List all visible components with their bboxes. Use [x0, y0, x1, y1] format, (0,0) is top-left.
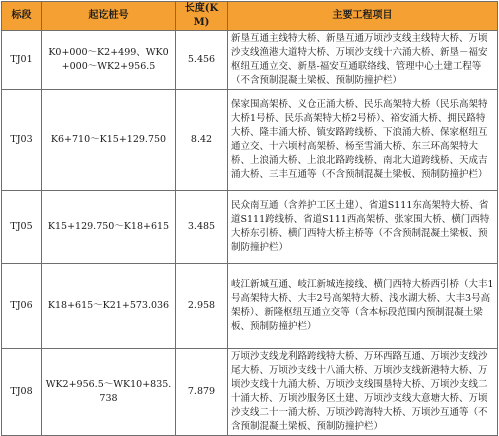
table-row — [2, 349, 498, 436]
header-length: 长度(KM) — [176, 2, 228, 31]
works-cell: 新垦互通主线特大桥、新垦互通万顷沙支线主线特大桥、万顷沙支线渔港大道特大桥、万顷沙支线十六涌大桥、新垦－福安枢纽互通立交、新垦-福安互通联络线、管理中心土建工程等（不含预制混凝土梁板、预制防撞护栏） — [228, 31, 498, 90]
chainage-cell: WK2+956.5～WK10+835.738 — [42, 349, 176, 436]
chainage-cell: K15+129.750～K18+615 — [42, 191, 176, 264]
header-works: 主要工程项目 — [228, 2, 498, 31]
table-row — [2, 264, 498, 349]
chainage-cell: K0+000～K2+499、WK0+000～WK2+956.5 — [42, 31, 176, 90]
length-cell: 5.456 — [176, 31, 228, 90]
works-cell: 万顷沙支线龙利路跨线特大桥、万环西路互通、万顷沙支线沙尾大桥、万顷沙支线十八涌大桥、万顷沙支线新港特大桥、万顷沙支线十九涌大桥、万顷沙支线围垦特大桥、万顷沙支线二十涌大桥、万顷沙服务区土建、万顷沙支线大意塘大桥、万顷沙支线二十一涌大桥、万顷沙跨海特大桥、万顷沙互通等（不含预制混凝土梁板、预制防撞护栏） — [228, 349, 498, 436]
header-chainage: 起讫桩号 — [42, 2, 176, 31]
table-row — [2, 191, 498, 264]
section-cell: TJ08 — [2, 349, 42, 436]
works-cell: 民众南互通（含养护工区土建）、省道S111东高架特大桥、省道S111跨线桥、省道S111西高架桥、张家围大桥、横门西特大桥东引桥、横门西特大桥主桥等（不含预制混凝土梁板、预制防撞护栏） — [228, 191, 498, 264]
table-row — [2, 90, 498, 191]
length-cell: 8.42 — [176, 90, 228, 191]
section-cell: TJ05 — [2, 191, 42, 264]
length-cell: 3.485 — [176, 191, 228, 264]
chainage-cell: K18+615～K21+573.036 — [42, 264, 176, 349]
length-cell: 2.958 — [176, 264, 228, 349]
works-cell: 岐江新城互通、岐江新城连接线、横门西特大桥西引桥（大丰1号高架特大桥、大丰2号高架特大桥、浅水湖大桥、大丰3号高架桥）、新隆枢纽互通立交等（含本标段范围内预制混凝土梁板、预制防撞护栏） — [228, 264, 498, 349]
header-section: 标段 — [2, 2, 42, 31]
works-table — [1, 1, 498, 436]
length-cell: 7.879 — [176, 349, 228, 436]
chainage-cell: K6+710～K15+129.750 — [42, 90, 176, 191]
section-cell: TJ03 — [2, 90, 42, 191]
section-cell: TJ06 — [2, 264, 42, 349]
header-row — [2, 2, 498, 31]
works-cell: 保家围高架桥、义仓正涌大桥、民乐高架特大桥（民乐高架特大桥1号桥、民乐高架特大桥2号桥）、裕安涌大桥、拥民路特大桥、隆丰涌大桥、镇安路跨线桥、下浪涌大桥、保家枢纽互通立交、十六顷村高架桥、杨至雪涌大桥、东三环高架特大桥、上浪涌大桥、上浪北路跨线桥、南北大道跨线桥、天成吉涌大桥、三丰互通等（不含预制混凝土梁板、预制防撞护栏） — [228, 90, 498, 191]
table-row — [2, 31, 498, 90]
section-cell: TJ01 — [2, 31, 42, 90]
